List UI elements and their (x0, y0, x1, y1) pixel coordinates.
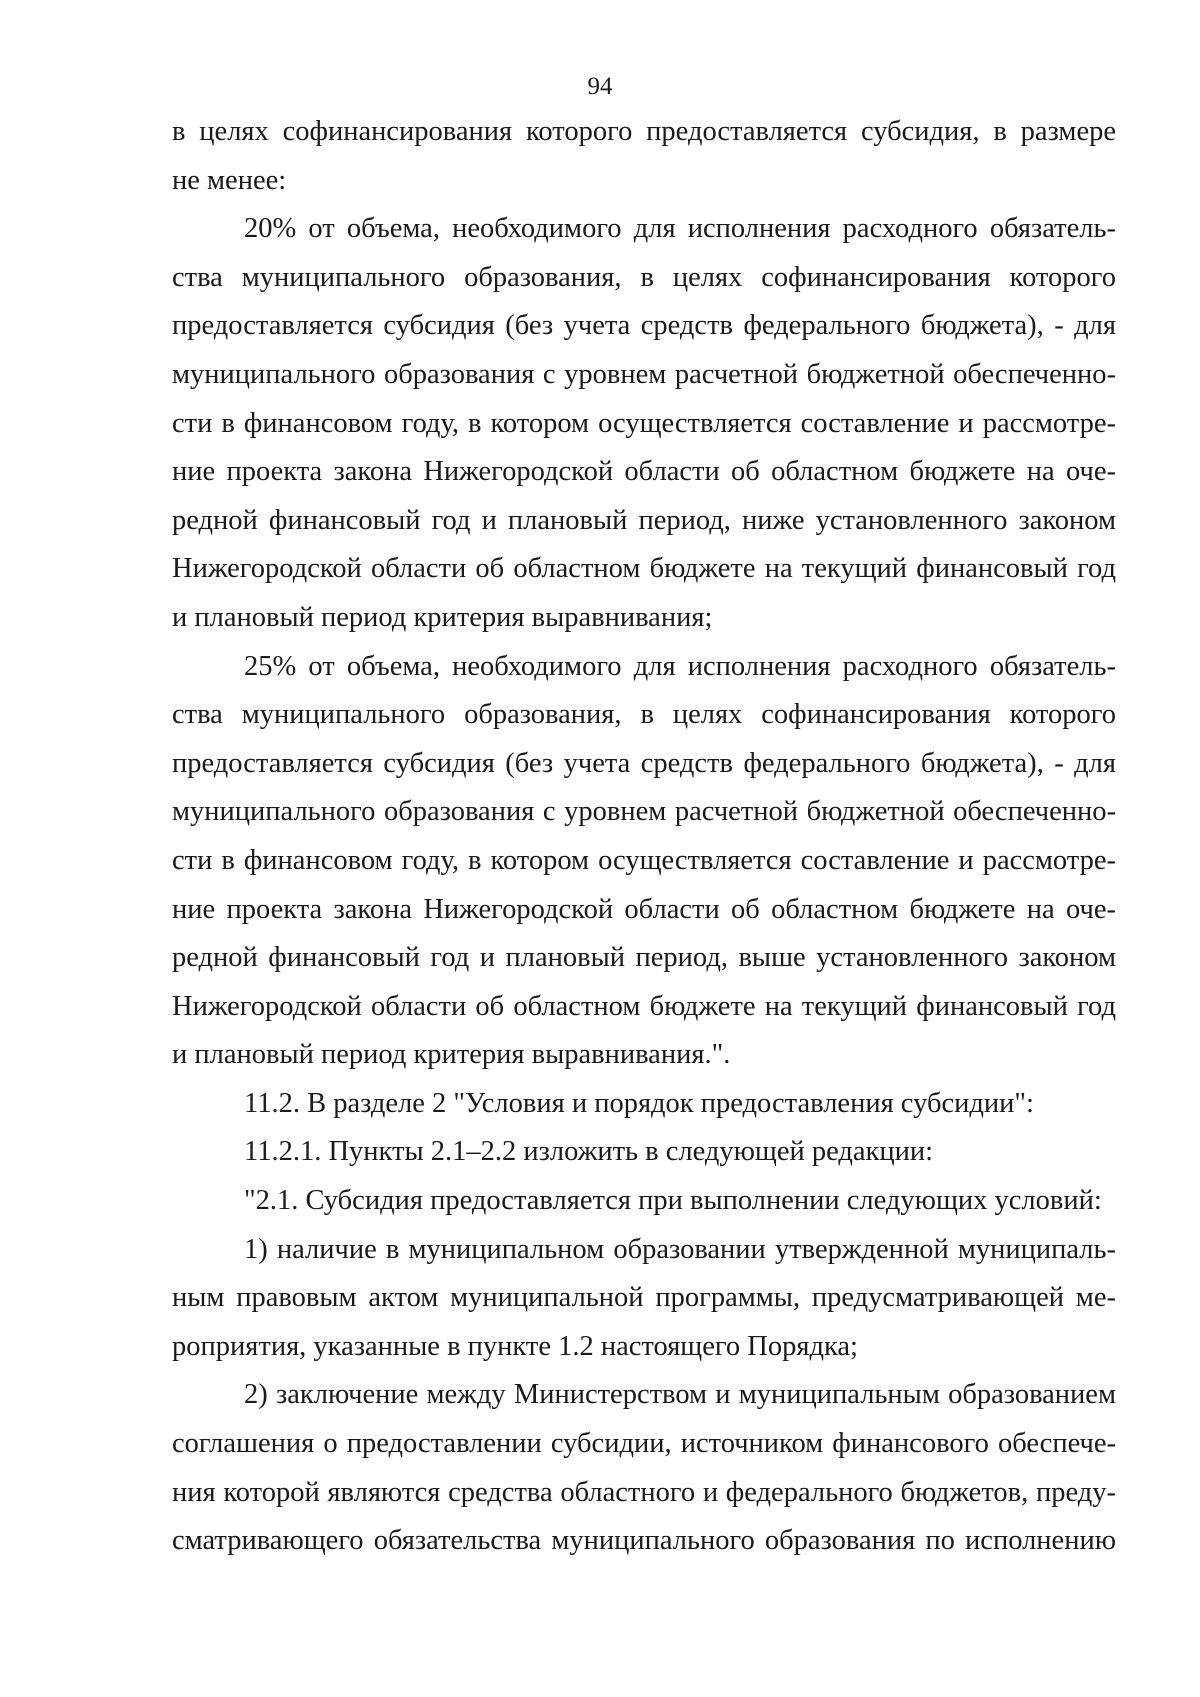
text-line: Нижегородской области об областном бюджете на текущий финансовый год (172, 553, 1116, 585)
text-line: ние проекта закона Нижегородской области об областном бюджете на оче- (172, 456, 1116, 488)
text-line: ства муниципального образования, в целях софинансирования которого (172, 699, 1116, 731)
text-line: 11.2. В разделе 2 "Условия и порядок предоставления субсидии": (244, 1087, 1034, 1119)
text-line: соглашения о предоставлении субсидии, источником финансового обеспече- (172, 1428, 1116, 1460)
text-line: сматривающего обязательства муниципального образования по исполнению (172, 1525, 1116, 1557)
text-line: 25% от объема, необходимого для исполнения расходного обязатель- (244, 650, 1116, 682)
text-line: Нижегородской области об областном бюджете на текущий финансовый год (172, 990, 1116, 1022)
text-line: предоставляется субсидия (без учета средств федерального бюджета), - для (172, 310, 1116, 342)
text-line: и плановый период критерия выравнивания; (172, 601, 713, 633)
text-line: муниципального образования с уровнем расчетной бюджетной обеспеченно- (172, 358, 1116, 390)
text-line: предоставляется субсидия (без учета средств федерального бюджета), - для (172, 747, 1116, 779)
text-line: ния которой являются средства областного и федерального бюджетов, преду- (172, 1476, 1116, 1508)
text-line: роприятия, указанные в пункте 1.2 настоящего Порядка; (172, 1330, 858, 1362)
text-line: 1) наличие в муниципальном образовании утвержденной муниципаль- (244, 1233, 1116, 1265)
text-line: 20% от объема, необходимого для исполнения расходного обязатель- (244, 213, 1116, 245)
text-line: муниципального образования с уровнем расчетной бюджетной обеспеченно- (172, 796, 1116, 828)
text-line: 2) заключение между Министерством и муниципальным образованием (244, 1379, 1116, 1411)
text-line: редной финансовый год и плановый период, ниже установленного законом (172, 504, 1116, 536)
text-line: не менее: (172, 164, 287, 196)
text-line: 11.2.1. Пункты 2.1–2.2 изложить в следующей редакции: (244, 1136, 934, 1168)
page-number: 94 (587, 73, 613, 100)
document-body (172, 108, 1116, 1566)
text-line: редной финансовый год и плановый период, выше установленного законом (172, 942, 1116, 974)
text-line: ние проекта закона Нижегородской области об областном бюджете на оче- (172, 893, 1116, 925)
text-line: сти в финансовом году, в котором осуществляется составление и рассмотре- (172, 844, 1116, 876)
text-line: "2.1. Субсидия предоставляется при выполнении следующих условий: (244, 1185, 1102, 1217)
text-line: ным правовым актом муниципальной программы, предусматривающей ме- (172, 1282, 1116, 1314)
text-line: в целях софинансирования которого предоставляется субсидия, в размере (172, 116, 1116, 147)
text-line: сти в финансовом году, в котором осуществляется составление и рассмотре- (172, 407, 1116, 439)
text-line: и плановый период критерия выравнивания.". (172, 1039, 731, 1071)
text-line: ства муниципального образования, в целях софинансирования которого (172, 261, 1116, 293)
